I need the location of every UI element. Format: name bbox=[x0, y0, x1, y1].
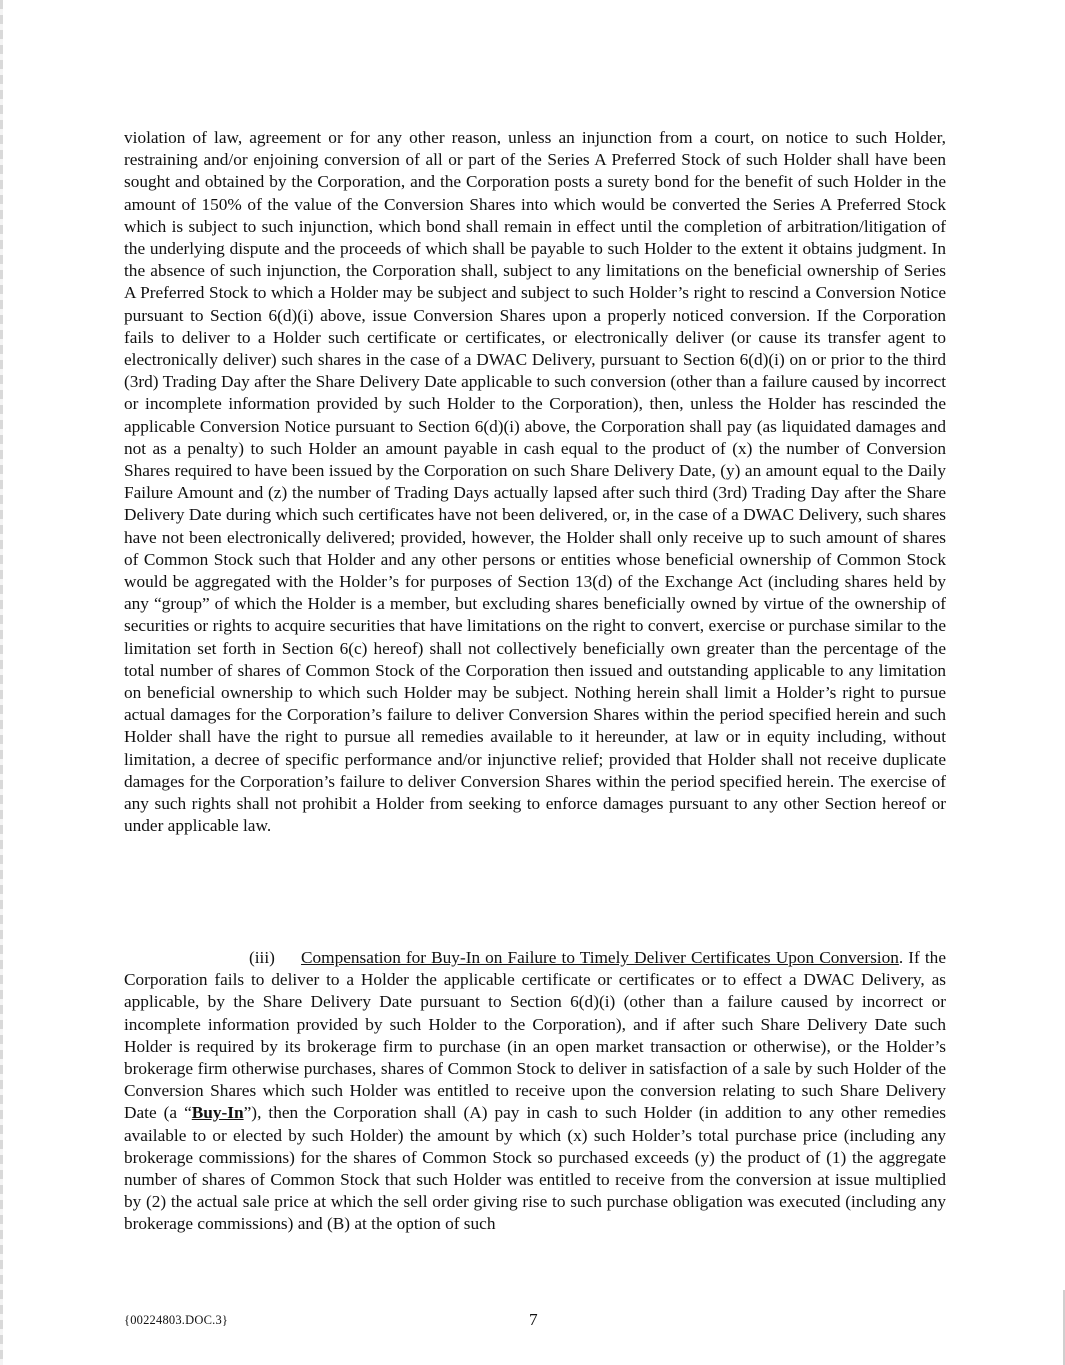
paragraph-buy-in bbox=[124, 947, 946, 1236]
paragraph-text-before-term: If the Corporation fails to deliver to a Holder the applicable certificate or certificates or to effect a DWAC Delivery, as applicable, by the Share Delivery Date pursuant to Section 6(d)(i) (other than a failure caused by incorrect or incomplete information provided by such Holder to the Corporation), and if after such Share Delivery Date such Holder is required by its brokerage firm to purchase (in an open market transaction or otherwise), or the Holder’s brokerage firm otherwise purchases, shares of Common Stock to deliver in satisfaction of a sale by such Holder of the Conversion Shares which such Holder was entitled to receive upon the conversion relating to such Share Delivery Date (a “ bbox=[124, 948, 946, 1123]
defined-term-buy-in: Buy-In bbox=[191, 1103, 244, 1123]
section-heading: Compensation for Buy-In on Failure to Timely Deliver Certificates Upon Conversion bbox=[301, 948, 899, 967]
section-enumerator: (iii) bbox=[249, 948, 275, 967]
footer-document-id: {00224803.DOC.3} bbox=[124, 1313, 229, 1327]
paragraph-continuation: violation of law, agreement or for any other reason, unless an injunction from a court, on notice to such Holder, restraining and/or enjoining conversion of all or part of the Series A Preferred Stock of such Holder shall have been sought and obtained by the Corporation, and the Corporation posts a surety bond for the benefit of such Holder in the amount of 150% of the value of the Conversion Shares into which would be converted the Series A Preferred Stock which is subject to such injunction, which bond shall remain in effect until the completion of arbitration/litigation of the underlying dispute and the proceeds of which shall be payable to such Holder to the extent it obtains judgment. In the absence of such injunction, the Corporation shall, subject to any limitations on the beneficial ownership of Series A Preferred Stock to which a Holder may be subject and subject to such Holder’s right to rescind a Conversion Notice pursuant to Section 6(d)(i) above, issue Conversion Shares upon a properly noticed conversion. If the Corporation fails to deliver to a Holder such certificate or certificates, or electronically deliver (or cause its transfer agent to electronically deliver) such shares in the case of a DWAC Delivery, pursuant to Section 6(d)(i) on or prior to the third (3rd) Trading Day after the Share Delivery Date applicable to such conversion (other than a failure caused by incorrect or incomplete information provided by such Holder to the Corporation), then, unless the Holder has rescinded the applicable Conversion Notice pursuant to Section 6(d)(i) above, the Corporation shall pay (as liquidated damages and not as a penalty) to such Holder an amount payable in cash equal to the product of (x) the number of Conversion Shares required to have been issued by the Corporation on such Share Delivery Date, (y) an amount equal to the Daily Failure Amount and (z) the number of Trading Days actually lapsed after such third (3rd) Trading Day after the Share Delivery Date during which such certificates have not been delivered, or, in the case of a DWAC Delivery, such shares have not been electronically delivered; provided, however, the Holder shall only receive up to such amount of shares of Common Stock such that Holder and any other persons or entities whose beneficial ownership of Common Stock would be aggregated with the Holder’s for purposes of Section 13(d) of the Exchange Act (including shares held by any “group” of which the Holder is a member, but excluding shares beneficially owned by virtue of the ownership of securities or rights to acquire securities that have limitations on the right to convert, exercise or purchase similar to the limitation set forth in Section 6(c) hereof) shall not collectively beneficially own greater than the percentage of the total number of shares of Common Stock of the Corporation then issued and outstanding applicable to any limitation on beneficial ownership to which such Holder may be subject. Nothing herein shall limit a Holder’s right to pursue actual damages for the Corporation’s failure to deliver Conversion Shares within the period specified herein and such Holder shall have the right to pursue all remedies available to it hereunder, at law or in equity including, without limitation, a decree of specific performance and/or injunctive relief; provided that Holder shall not receive duplicate damages for the Corporation’s failure to deliver Conversion Shares within the period specified herein. The exercise of any such rights shall not prohibit a Holder from seeking to enforce damages pursuant to any other Section hereof or under applicable law. bbox=[124, 128, 946, 836]
paragraph-text-after-term: ”), then the Corporation shall (A) pay in cash to such Holder (in addition to any other remedies available to or elected by such Holder) the amount by which (x) such Holder’s total purchase price (including any brokerage commissions) for the shares of Common Stock so purchased exceeds (y) the product of (1) the aggregate number of shares of Common Stock that such Holder was entitled to receive from the conversion at issue multiplied by (2) the actual sale price at which the sell order giving rise to such purchase obligation was executed (including any brokerage commissions) and (B) at the option of such bbox=[124, 1103, 947, 1234]
section-heading-period: . bbox=[898, 948, 904, 967]
scan-left-edge bbox=[0, 0, 3, 1365]
footer-page-number: 7 bbox=[529, 1310, 538, 1329]
